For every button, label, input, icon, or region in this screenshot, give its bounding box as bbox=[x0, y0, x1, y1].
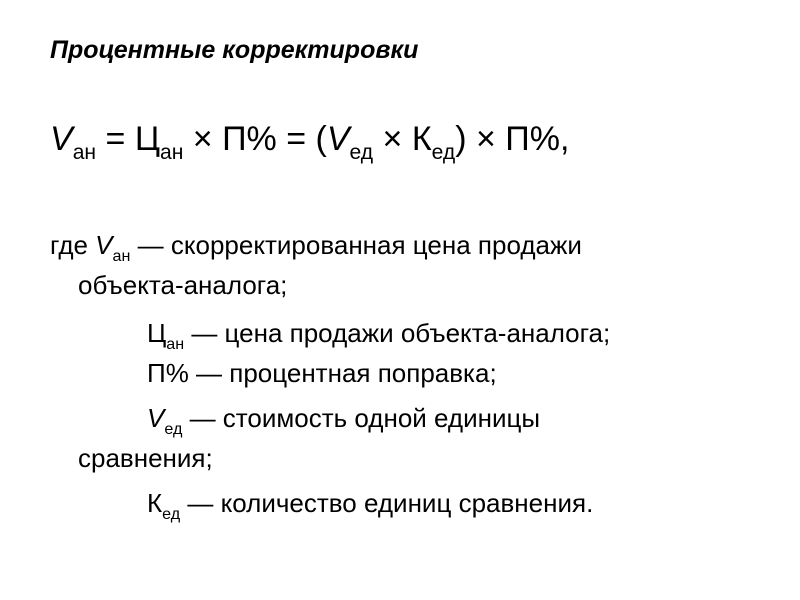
def-v-text: — скорректированная цена продажи bbox=[130, 230, 582, 260]
def-v-subscript: ан bbox=[112, 246, 131, 265]
formula-v-subscript: ан bbox=[72, 140, 97, 164]
formula-times: × bbox=[373, 120, 412, 158]
def-c-symbol: Ц bbox=[147, 318, 167, 348]
formula-k-symbol: К bbox=[411, 120, 432, 158]
def-ved-symbol: V bbox=[147, 403, 165, 433]
def-p-text: — процентная поправка; bbox=[188, 358, 497, 388]
formula-c-symbol: Ц bbox=[134, 120, 160, 158]
formula-k-subscript: ед bbox=[431, 140, 456, 164]
definition-c bbox=[147, 318, 611, 353]
def-k-text: — количество единиц сравнения. bbox=[180, 488, 594, 518]
def-k-symbol: К bbox=[147, 488, 163, 518]
definition-v-line2: объекта-аналога; bbox=[78, 270, 288, 300]
def-ved-subscript: ед bbox=[164, 419, 183, 438]
formula-equals: = bbox=[96, 120, 135, 158]
formula-tail: ) × П%, bbox=[455, 120, 570, 158]
def-v-symbol: V bbox=[95, 230, 113, 260]
definition-p bbox=[147, 358, 497, 389]
formula-times-percent: × П% = ( bbox=[183, 120, 327, 158]
definition-k bbox=[147, 488, 594, 523]
def-c-subscript: ан bbox=[166, 334, 185, 353]
definition-ved-line2: сравнения; bbox=[78, 443, 213, 473]
definition-ved-line1 bbox=[147, 403, 541, 438]
def-p-symbol: П% bbox=[147, 358, 189, 388]
formula-ved-subscript: ед bbox=[349, 140, 374, 164]
where-word: где bbox=[50, 230, 96, 260]
formula bbox=[50, 120, 570, 164]
def-k-subscript: ед bbox=[162, 504, 181, 523]
def-ved-text: — стоимость одной единицы bbox=[182, 403, 541, 433]
definition-v-line1 bbox=[50, 230, 582, 265]
def-c-text: — цена продажи объекта-аналога; bbox=[184, 318, 611, 348]
slide-title: Процентные корректировки bbox=[50, 36, 419, 64]
formula-ved-symbol: V bbox=[326, 120, 350, 158]
formula-c-subscript: ан bbox=[159, 140, 184, 164]
formula-v-symbol: V bbox=[50, 120, 73, 158]
